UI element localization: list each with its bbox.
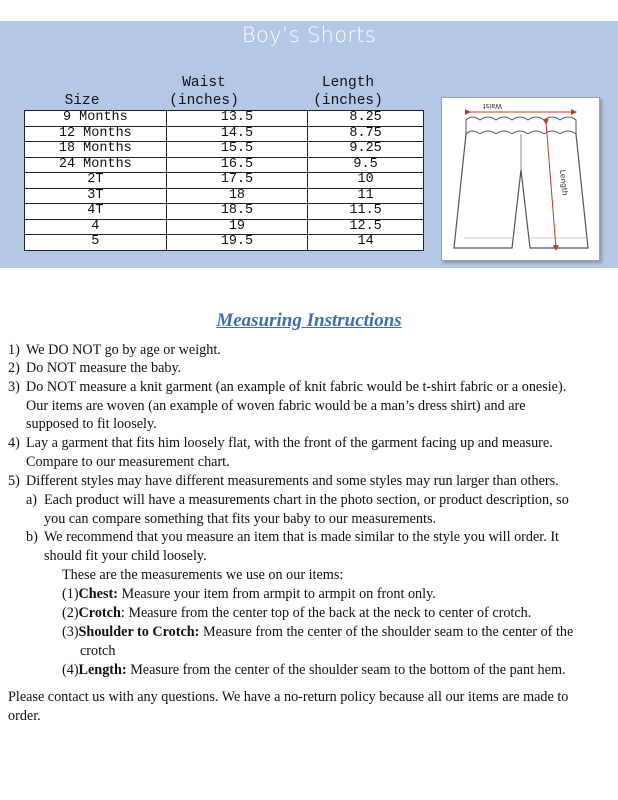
item-text: Do NOT measure the baby. bbox=[26, 360, 182, 376]
measurement-shoulder-to-crotch bbox=[62, 623, 573, 641]
list-item bbox=[8, 359, 20, 377]
item-number: 5) bbox=[8, 473, 20, 489]
sub-item-letter: a) bbox=[26, 492, 38, 508]
sub-item bbox=[26, 491, 37, 509]
page-title: Boy’s Shorts bbox=[241, 23, 377, 47]
size-cell: 3T bbox=[25, 188, 167, 204]
size-cell: 4T bbox=[25, 204, 167, 220]
waist-cell: 18.5 bbox=[166, 204, 307, 220]
sub-item-letter: b) bbox=[26, 529, 38, 545]
col-header-length-line2: (inches) bbox=[313, 93, 383, 109]
length-cell: 8.75 bbox=[308, 126, 424, 142]
sub-item bbox=[26, 528, 38, 546]
length-cell: 10 bbox=[308, 173, 424, 189]
size-cell: 18 Months bbox=[25, 142, 167, 158]
length-cell: 8.25 bbox=[308, 111, 424, 127]
item-text: Compare to our measurement chart. bbox=[26, 454, 230, 470]
size-cell: 4 bbox=[25, 219, 167, 235]
measurement-crotch bbox=[62, 604, 531, 622]
measurement-text-continued: crotch bbox=[80, 643, 116, 659]
list-item bbox=[8, 472, 20, 490]
footer-note-continued: order. bbox=[8, 708, 41, 724]
length-cell: 12.5 bbox=[308, 219, 424, 235]
measurement-label: Length: bbox=[78, 662, 127, 678]
measurement-label: Shoulder to Crotch: bbox=[78, 624, 200, 640]
item-text: should fit your child loosely. bbox=[44, 548, 207, 564]
measurement-label: Chest: bbox=[78, 586, 118, 602]
measurement-label: Crotch bbox=[78, 605, 121, 621]
length-cell: 11.5 bbox=[308, 204, 424, 220]
waist-cell: 19 bbox=[166, 219, 307, 235]
waist-cell: 15.5 bbox=[166, 142, 307, 158]
table-row bbox=[25, 173, 424, 189]
size-cell: 9 Months bbox=[25, 111, 167, 127]
size-table bbox=[24, 110, 424, 251]
col-header-size: Size bbox=[64, 93, 100, 109]
table-row bbox=[25, 126, 424, 142]
instructions-title: Measuring Instructions bbox=[216, 310, 402, 331]
waist-label: Waist bbox=[482, 102, 502, 110]
measurement-length bbox=[62, 661, 566, 679]
table-row bbox=[25, 188, 424, 204]
size-cell: 24 Months bbox=[25, 157, 167, 173]
size-cell: 12 Months bbox=[25, 126, 167, 142]
item-number: 4) bbox=[8, 435, 20, 451]
measurement-text: : Measure from the center top of the back at the neck to center of crotch. bbox=[120, 605, 532, 621]
measurement-number: (4) bbox=[62, 662, 79, 678]
col-header-waist-line2: (inches) bbox=[169, 93, 239, 109]
table-row bbox=[25, 142, 424, 158]
waist-cell: 16.5 bbox=[166, 157, 307, 173]
table-row bbox=[25, 111, 424, 127]
length-cell: 9.25 bbox=[308, 142, 424, 158]
waist-cell: 19.5 bbox=[166, 235, 307, 251]
col-header-waist bbox=[146, 74, 262, 110]
col-header-waist-line1: Waist bbox=[182, 75, 226, 91]
measurements-intro: These are the measurements we use on our items: bbox=[62, 567, 344, 583]
footer-note: Please contact us with any questions. We have a no-return policy because all our items are made to bbox=[8, 689, 569, 705]
measurement-number: (3) bbox=[62, 624, 79, 640]
measurement-text: Measure from the center of the shoulder seam to the center of the bbox=[199, 624, 574, 640]
item-text: Do NOT measure a knit garment (an example of knit fabric would be t-shirt fabric or a onesie). bbox=[26, 379, 567, 395]
length-cell: 11 bbox=[308, 188, 424, 204]
waist-cell: 17.5 bbox=[166, 173, 307, 189]
length-cell: 9.5 bbox=[308, 157, 424, 173]
size-cell: 5 bbox=[25, 235, 167, 251]
item-text: Each product will have a measurements chart in the photo section, or product description, so bbox=[44, 492, 569, 508]
list-item bbox=[8, 434, 20, 452]
col-header-length-line1: Length bbox=[321, 75, 375, 91]
list-item bbox=[8, 378, 20, 396]
size-cell: 2T bbox=[25, 173, 167, 189]
waist-cell: 13.5 bbox=[166, 111, 307, 127]
col-header-length bbox=[288, 74, 408, 110]
waist-cell: 14.5 bbox=[166, 126, 307, 142]
item-text: supposed to fit loosely. bbox=[26, 416, 157, 432]
item-text: Different styles may have different measurements and some styles may run larger than others. bbox=[26, 473, 559, 489]
item-text: Lay a garment that fits him loosely flat, with the front of the garment facing up and measure. bbox=[26, 435, 553, 451]
shorts-illustration bbox=[442, 98, 599, 260]
item-number: 1) bbox=[8, 342, 20, 358]
length-cell: 14 bbox=[308, 235, 424, 251]
table-row bbox=[25, 235, 424, 251]
item-text: you can compare something that fits your baby to our measurements. bbox=[44, 511, 437, 527]
measurement-number: (2) bbox=[62, 605, 79, 621]
table-row bbox=[25, 219, 424, 235]
item-number: 2) bbox=[8, 360, 20, 376]
measurement-text: Measure from the center of the shoulder seam to the bottom of the pant hem. bbox=[126, 662, 566, 678]
item-text: We DO NOT go by age or weight. bbox=[26, 342, 221, 358]
item-text: Our items are woven (an example of woven fabric would be a man’s dress shirt) and are bbox=[26, 398, 526, 414]
table-row bbox=[25, 204, 424, 220]
list-item bbox=[8, 341, 20, 359]
table-row bbox=[25, 157, 424, 173]
measurement-text: Measure your item from armpit to armpit on front only. bbox=[117, 586, 436, 602]
waist-cell: 18 bbox=[166, 188, 307, 204]
item-number: 3) bbox=[8, 379, 20, 395]
measurement-number: (1) bbox=[62, 586, 79, 602]
measurement-chest bbox=[62, 585, 436, 603]
shorts-diagram bbox=[441, 97, 600, 261]
item-text: We recommend that you measure an item that is made similar to the style you will order. It bbox=[44, 529, 559, 545]
length-label: Length bbox=[558, 169, 570, 196]
